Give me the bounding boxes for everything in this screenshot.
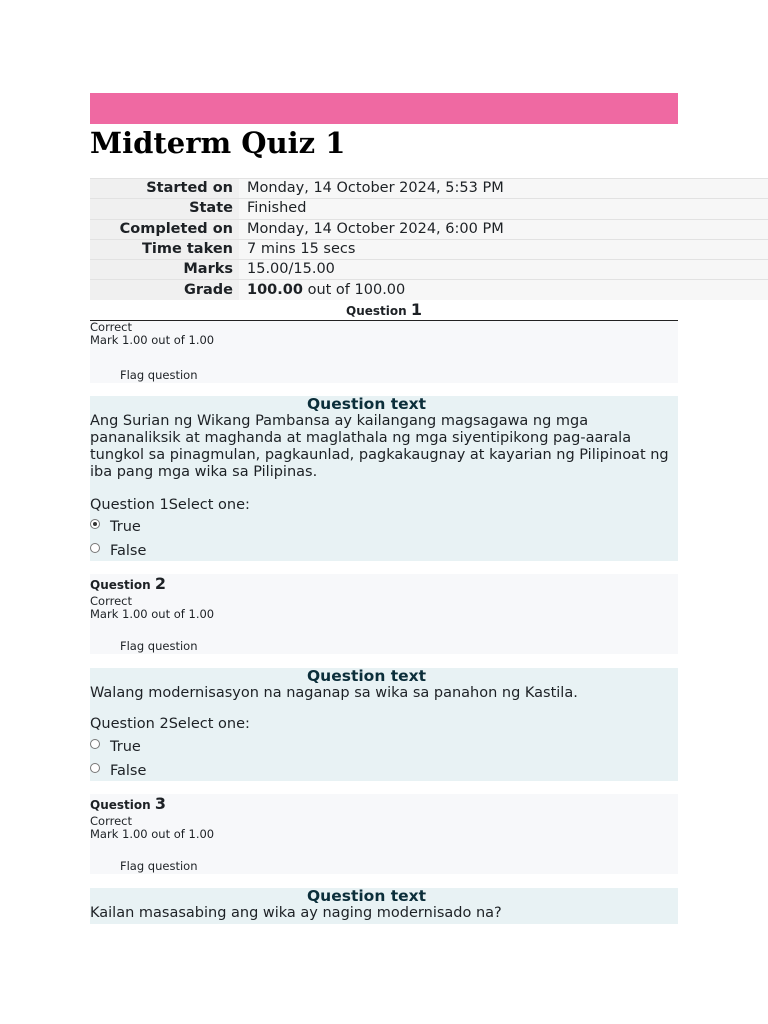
flag-question-link[interactable]: Flag question [120, 639, 198, 653]
question-text: Walang modernisasyon na naganap sa wika sa panahon ng Kastila. [90, 685, 578, 701]
question-text-label: Question text [307, 887, 427, 905]
question-text-label: Question text [307, 667, 427, 685]
question-text: Kailan masasabing ang wika ay naging modernisado na? [90, 905, 502, 921]
summary-label: State [90, 199, 239, 219]
summary-label: Marks [90, 260, 239, 280]
radio-button[interactable] [90, 763, 100, 773]
question-1-content [90, 413, 678, 561]
answer-option-false[interactable]: False [90, 543, 146, 560]
grade-value: 100.00 [247, 281, 303, 298]
summary-value: Finished [239, 199, 768, 219]
select-one-prompt: Question 1Select one: [90, 497, 250, 513]
answer-option-false[interactable]: False [90, 763, 146, 780]
question-text-header [90, 668, 678, 685]
flag-question-link[interactable]: Flag question [120, 368, 198, 382]
question-state: Correct [90, 814, 132, 828]
summary-label: Grade [90, 280, 239, 300]
question-2-number: Question 2 [90, 574, 166, 593]
summary-row-time-taken [90, 239, 768, 259]
summary-row-state [90, 199, 768, 219]
question-text-label: Question text [307, 395, 427, 413]
summary-label: Time taken [90, 239, 239, 259]
summary-row-started [90, 179, 768, 199]
select-one-prompt: Question 2Select one: [90, 716, 250, 732]
summary-value: Monday, 14 October 2024, 5:53 PM [239, 179, 768, 199]
radio-button-selected[interactable] [90, 519, 100, 529]
summary-label: Completed on [90, 219, 239, 239]
question-mark: Mark 1.00 out of 1.00 [90, 607, 215, 621]
question-1-number: Question 1 [90, 300, 678, 321]
answer-option-true[interactable]: True [90, 739, 141, 756]
question-mark: Mark 1.00 out of 1.00 [90, 827, 215, 841]
summary-value: 7 mins 15 secs [239, 239, 768, 259]
question-1-info [90, 321, 678, 383]
summary-value: Monday, 14 October 2024, 6:00 PM [239, 219, 768, 239]
question-3-number: Question 3 [90, 794, 166, 813]
question-text-header [90, 396, 678, 413]
question-3-content [90, 905, 678, 924]
question-2-content [90, 685, 678, 781]
header-color-bar [90, 93, 678, 124]
question-state: Correct [90, 320, 132, 334]
question-text-header [90, 888, 678, 905]
page-title: Midterm Quiz 1 [90, 126, 346, 160]
summary-row-marks [90, 260, 768, 280]
radio-button[interactable] [90, 543, 100, 553]
radio-button[interactable] [90, 739, 100, 749]
answer-option-true[interactable]: True [90, 519, 141, 536]
question-3-info [90, 794, 678, 874]
question-2-info [90, 574, 678, 654]
summary-label: Started on [90, 179, 239, 199]
attempt-summary-table [90, 178, 768, 300]
grade-out-of: out of 100.00 [302, 281, 406, 298]
summary-row-completed [90, 219, 768, 239]
question-text: Ang Surian ng Wikang Pambansa ay kailangang magsagawa ng mga pananaliksik at maghanda at maglathala ng mga siyentipikong pag-aarala tungkol sa pinagmulan, pagkaunlad, pagkakaugnay at kayarian ng Pilipinoat ng iba pang mga wika sa Pilipinas. [90, 413, 669, 480]
question-mark: Mark 1.00 out of 1.00 [90, 333, 215, 347]
question-state: Correct [90, 594, 132, 608]
summary-value: 15.00/15.00 [239, 260, 768, 280]
flag-question-link[interactable]: Flag question [120, 859, 198, 873]
summary-row-grade [90, 280, 768, 300]
summary-value [239, 280, 768, 300]
